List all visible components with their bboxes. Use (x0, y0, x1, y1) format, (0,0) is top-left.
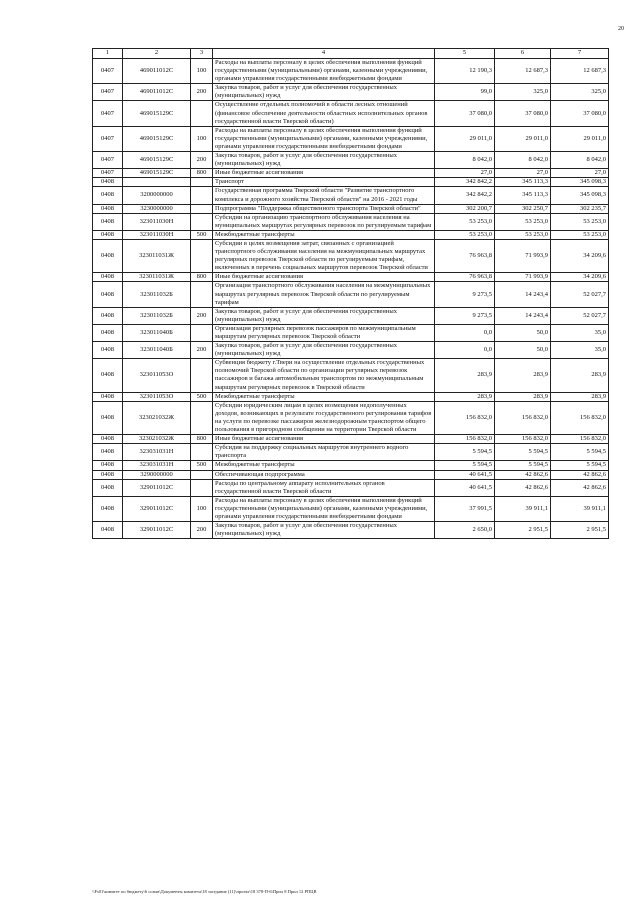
cell-vr (191, 239, 213, 272)
cell-code: 323021032Ж (123, 401, 191, 434)
cell-sec: 0408 (93, 204, 123, 213)
cell-v2: 42 862,6 (495, 470, 551, 479)
cell-v3: 52 027,7 (551, 282, 609, 307)
cell-sec: 0408 (93, 230, 123, 239)
cell-name: Транспорт (213, 178, 435, 187)
cell-v1: 342 842,2 (435, 187, 495, 204)
cell-code: 323011032Б (123, 282, 191, 307)
cell-name: Закупка товаров, работ и услуг для обеспечения государственных (муниципальных) нужд (213, 307, 435, 324)
cell-v1: 5 594,5 (435, 461, 495, 470)
cell-v2: 325,0 (495, 84, 551, 101)
cell-v1: 53 253,0 (435, 213, 495, 230)
cell-name: Закупка товаров, работ и услуг для обеспечения государственных (муниципальных) нужд (213, 152, 435, 169)
cell-v3: 12 687,3 (551, 59, 609, 84)
cell-v1: 283,9 (435, 359, 495, 392)
cell-code: 323011040Б (123, 342, 191, 359)
cell-sec: 0408 (93, 435, 123, 444)
cell-name: Межбюджетные трансферты (213, 461, 435, 470)
cell-name: Обеспечивающая подпрограмма (213, 470, 435, 479)
cell-name: Расходы на выплаты персоналу в целях обеспечения выполнения функций государственными (муниципальными) органами, казенными учреждениями, органами управления государственными внебюджетными фондами (213, 496, 435, 521)
cell-v2: 14 243,4 (495, 282, 551, 307)
cell-v1: 8 042,0 (435, 152, 495, 169)
table-row (93, 101, 609, 126)
table-row (93, 522, 609, 539)
table-row (93, 307, 609, 324)
cell-v2: 156 832,0 (495, 435, 551, 444)
cell-code: 3230000000 (123, 204, 191, 213)
cell-v3: 156 832,0 (551, 435, 609, 444)
cell-vr: 500 (191, 230, 213, 239)
cell-v3: 302 235,7 (551, 204, 609, 213)
cell-vr (191, 401, 213, 434)
header-cell: 2 (123, 49, 191, 59)
cell-sec: 0408 (93, 342, 123, 359)
cell-vr: 200 (191, 522, 213, 539)
table-row (93, 359, 609, 392)
cell-name: Государственная программа Тверской области "Развитие транспортного комплекса и дорожного хозяйства Тверской области" на 2016 - 2021 годы (213, 187, 435, 204)
cell-sec: 0408 (93, 239, 123, 272)
cell-code: 323021032Ж (123, 435, 191, 444)
cell-sec: 0408 (93, 307, 123, 324)
cell-name: Иные бюджетные ассигнования (213, 435, 435, 444)
cell-v1: 12 190,3 (435, 59, 495, 84)
cell-vr (191, 178, 213, 187)
cell-v2: 50,0 (495, 324, 551, 341)
cell-v2: 50,0 (495, 342, 551, 359)
table-row (93, 461, 609, 470)
cell-sec: 0408 (93, 522, 123, 539)
table-row (93, 479, 609, 496)
cell-vr (191, 324, 213, 341)
table-row (93, 152, 609, 169)
cell-v2: 12 687,3 (495, 59, 551, 84)
cell-v1: 29 011,0 (435, 126, 495, 151)
cell-code: 469015129С (123, 126, 191, 151)
cell-v3: 156 832,0 (551, 401, 609, 434)
cell-v1: 37 080,0 (435, 101, 495, 126)
cell-v1: 5 594,5 (435, 444, 495, 461)
cell-v3: 42 862,6 (551, 470, 609, 479)
cell-code: 323011030Н (123, 230, 191, 239)
table-row (93, 282, 609, 307)
cell-code: 323031031Н (123, 444, 191, 461)
cell-v3: 37 080,0 (551, 101, 609, 126)
cell-v3: 29 011,0 (551, 126, 609, 151)
cell-name: Подпрограмма "Поддержка общественного транспорта Тверской области" (213, 204, 435, 213)
cell-name: Закупка товаров, работ и услуг для обеспечения государственных (муниципальных) нужд (213, 342, 435, 359)
cell-sec: 0408 (93, 359, 123, 392)
cell-v3: 283,9 (551, 359, 609, 392)
cell-name: Субсидии юридическим лицам в целях возмещения недополученных доходов, возникающих в результате государственного регулирования тарифов на услуги по перевозке пассажиров железнодорожным транспортом общего пользования в пригородном сообщении на территории Тверской области (213, 401, 435, 434)
cell-v3: 27,0 (551, 169, 609, 178)
table-row (93, 273, 609, 282)
cell-v1: 40 641,5 (435, 470, 495, 479)
cell-vr (191, 101, 213, 126)
cell-code: 323011032Б (123, 307, 191, 324)
cell-v3: 8 042,0 (551, 152, 609, 169)
table-row (93, 392, 609, 401)
cell-sec: 0407 (93, 84, 123, 101)
cell-vr (191, 213, 213, 230)
cell-name: Расходы по центральному аппарату исполнительных органов государственной власти Тверской области (213, 479, 435, 496)
cell-vr (191, 479, 213, 496)
cell-sec: 0408 (93, 392, 123, 401)
cell-sec: 0408 (93, 461, 123, 470)
cell-name: Межбюджетные трансферты (213, 230, 435, 239)
cell-v1: 342 842,2 (435, 178, 495, 187)
cell-sec: 0408 (93, 444, 123, 461)
cell-v3: 5 594,5 (551, 444, 609, 461)
cell-v3: 2 951,5 (551, 522, 609, 539)
cell-sec: 0407 (93, 59, 123, 84)
cell-vr: 100 (191, 59, 213, 84)
cell-code: 323011030Н (123, 213, 191, 230)
cell-name: Межбюджетные трансферты (213, 392, 435, 401)
cell-v3: 53 253,0 (551, 230, 609, 239)
cell-name: Организация регулярных перевозок пассажиров по межмуниципальным маршрутам регулярных перевозок Тверской области (213, 324, 435, 341)
header-cell: 3 (191, 49, 213, 59)
cell-vr: 500 (191, 392, 213, 401)
cell-vr: 100 (191, 126, 213, 151)
cell-v1: 76 963,8 (435, 239, 495, 272)
cell-name: Субсидия на поддержку социальных маршрутов внутреннего водного транспорта (213, 444, 435, 461)
cell-code: 323031031Н (123, 461, 191, 470)
cell-sec: 0408 (93, 187, 123, 204)
cell-sec: 0407 (93, 126, 123, 151)
cell-vr: 200 (191, 84, 213, 101)
cell-name: Организация транспортного обслуживания населения на межмуниципальных маршрутах регулярных перевозок Тверской области по регулируемым тарифам (213, 282, 435, 307)
cell-vr (191, 444, 213, 461)
cell-v3: 42 862,6 (551, 479, 609, 496)
cell-code: 323011031Ж (123, 273, 191, 282)
cell-v2: 5 594,5 (495, 444, 551, 461)
cell-code: 323011053О (123, 359, 191, 392)
cell-v2: 39 911,1 (495, 496, 551, 521)
cell-code: 469015129С (123, 101, 191, 126)
cell-v3: 345 098,3 (551, 187, 609, 204)
cell-v1: 156 832,0 (435, 435, 495, 444)
file-path-footer: \\Fs01\комитет по бюджету\6 созыв\Документы комитета\18 заседание (11)\проект\18 378-П-6\Прил 8 Прил 12 РПЦВ (92, 889, 317, 894)
cell-v2: 156 832,0 (495, 401, 551, 434)
cell-vr: 100 (191, 496, 213, 521)
cell-v3: 345 098,3 (551, 178, 609, 187)
cell-v3: 283,9 (551, 392, 609, 401)
cell-v3: 34 209,6 (551, 239, 609, 272)
cell-sec: 0408 (93, 178, 123, 187)
cell-vr: 200 (191, 152, 213, 169)
cell-v3: 53 253,0 (551, 213, 609, 230)
cell-v2: 27,0 (495, 169, 551, 178)
table-row (93, 169, 609, 178)
cell-v1: 9 273,5 (435, 282, 495, 307)
cell-code: 469011012С (123, 59, 191, 84)
cell-code: 323011053О (123, 392, 191, 401)
table-row (93, 239, 609, 272)
cell-sec: 0408 (93, 401, 123, 434)
cell-name: Субсидии в целях возмещения затрат, связанных с организацией транспортного обслуживания населения на межмуниципальных маршрутах регулярных перевозок Тверской области по регулируемым тарифам, включенных в перечень социальных маршрутов перевозок Тверской области (213, 239, 435, 272)
header-cell: 4 (213, 49, 435, 59)
cell-vr: 200 (191, 307, 213, 324)
cell-v2: 53 253,0 (495, 230, 551, 239)
table-row (93, 496, 609, 521)
cell-v3: 52 027,7 (551, 307, 609, 324)
cell-v2: 283,9 (495, 392, 551, 401)
cell-code (123, 178, 191, 187)
cell-v1: 283,9 (435, 392, 495, 401)
cell-v1: 2 650,0 (435, 522, 495, 539)
cell-v1: 27,0 (435, 169, 495, 178)
cell-v3: 5 594,5 (551, 461, 609, 470)
cell-sec: 0407 (93, 101, 123, 126)
cell-sec: 0408 (93, 470, 123, 479)
cell-v1: 53 253,0 (435, 230, 495, 239)
cell-v3: 34 209,6 (551, 273, 609, 282)
table-row (93, 204, 609, 213)
cell-name: Иные бюджетные ассигнования (213, 273, 435, 282)
table-row (93, 342, 609, 359)
cell-code: 329011012С (123, 496, 191, 521)
cell-v2: 5 594,5 (495, 461, 551, 470)
table-row (93, 401, 609, 434)
cell-v3: 325,0 (551, 84, 609, 101)
cell-v2: 71 993,9 (495, 239, 551, 272)
cell-sec: 0408 (93, 213, 123, 230)
cell-vr (191, 282, 213, 307)
table-row (93, 230, 609, 239)
cell-v2: 14 243,4 (495, 307, 551, 324)
cell-name: Расходы на выплаты персоналу в целях обеспечения выполнения функций государственными (муниципальными) органами, казенными учреждениями, органами управления государственными внебюджетными фондами (213, 59, 435, 84)
header-row (93, 49, 609, 59)
header-cell: 6 (495, 49, 551, 59)
cell-v2: 2 951,5 (495, 522, 551, 539)
cell-sec: 0408 (93, 496, 123, 521)
cell-sec: 0408 (93, 479, 123, 496)
cell-vr: 800 (191, 435, 213, 444)
cell-vr: 800 (191, 169, 213, 178)
cell-v3: 35,0 (551, 342, 609, 359)
cell-v1: 156 832,0 (435, 401, 495, 434)
cell-v2: 71 993,9 (495, 273, 551, 282)
cell-v2: 302 250,7 (495, 204, 551, 213)
cell-v2: 283,9 (495, 359, 551, 392)
cell-code: 329011012С (123, 479, 191, 496)
table-row (93, 178, 609, 187)
page-number: 20 (618, 26, 624, 32)
cell-name: Субсидии на организацию транспортного обслуживания населения на муниципальных маршрутах регулярных перевозок по регулируемым тарифам (213, 213, 435, 230)
cell-vr (191, 470, 213, 479)
cell-v1: 37 991,5 (435, 496, 495, 521)
cell-v2: 42 862,6 (495, 479, 551, 496)
cell-code: 3200000000 (123, 187, 191, 204)
cell-vr: 200 (191, 342, 213, 359)
cell-vr (191, 187, 213, 204)
cell-code: 469015129С (123, 152, 191, 169)
cell-sec: 0408 (93, 282, 123, 307)
cell-name: Иные бюджетные ассигнования (213, 169, 435, 178)
table-row (93, 59, 609, 84)
header-cell: 5 (435, 49, 495, 59)
cell-v3: 35,0 (551, 324, 609, 341)
cell-vr: 500 (191, 461, 213, 470)
budget-table (92, 48, 609, 539)
cell-v1: 76 963,8 (435, 273, 495, 282)
cell-v1: 0,0 (435, 342, 495, 359)
cell-v1: 0,0 (435, 324, 495, 341)
table-row (93, 187, 609, 204)
cell-name: Закупка товаров, работ и услуг для обеспечения государственных (муниципальных) нужд (213, 84, 435, 101)
cell-v2: 29 011,0 (495, 126, 551, 151)
cell-vr (191, 204, 213, 213)
header-cell: 7 (551, 49, 609, 59)
table-row (93, 324, 609, 341)
cell-v1: 40 641,5 (435, 479, 495, 496)
cell-sec: 0408 (93, 273, 123, 282)
cell-name: Осуществление отдельных полномочий в области лесных отношений (финансовое обеспечение деятельности областных исполнительных органов государственной власти Тверской области) (213, 101, 435, 126)
cell-vr: 800 (191, 273, 213, 282)
cell-v1: 9 273,5 (435, 307, 495, 324)
cell-code: 469011012С (123, 84, 191, 101)
cell-code: 323011031Ж (123, 239, 191, 272)
cell-v1: 302 200,7 (435, 204, 495, 213)
cell-code: 469015129С (123, 169, 191, 178)
cell-sec: 0408 (93, 324, 123, 341)
table-body (93, 59, 609, 539)
cell-code: 329011012С (123, 522, 191, 539)
cell-vr (191, 359, 213, 392)
table-row (93, 84, 609, 101)
table-row (93, 435, 609, 444)
cell-code: 3290000000 (123, 470, 191, 479)
cell-sec: 0407 (93, 169, 123, 178)
cell-code: 323011040Б (123, 324, 191, 341)
cell-v1: 99,0 (435, 84, 495, 101)
cell-name: Субвенция бюджету г.Твери на осуществление отдельных государственных полномочий Тверской области по организации регулярных перевозок пассажиров и багажа автомобильным транспортом по межмуниципальным маршрутам регулярных перевозок в Тверской области (213, 359, 435, 392)
cell-sec: 0407 (93, 152, 123, 169)
cell-v3: 39 911,1 (551, 496, 609, 521)
table-row (93, 213, 609, 230)
cell-name: Расходы на выплаты персоналу в целях обеспечения выполнения функций государственными (муниципальными) органами, казенными учреждениями, органами управления государственными внебюджетными фондами (213, 126, 435, 151)
cell-v2: 8 042,0 (495, 152, 551, 169)
cell-v2: 345 113,3 (495, 187, 551, 204)
table-row (93, 470, 609, 479)
table-row (93, 126, 609, 151)
table-row (93, 444, 609, 461)
cell-v2: 345 113,3 (495, 178, 551, 187)
header-cell: 1 (93, 49, 123, 59)
cell-v2: 37 080,0 (495, 101, 551, 126)
cell-v2: 53 253,0 (495, 213, 551, 230)
cell-name: Закупка товаров, работ и услуг для обеспечения государственных (муниципальных) нужд (213, 522, 435, 539)
